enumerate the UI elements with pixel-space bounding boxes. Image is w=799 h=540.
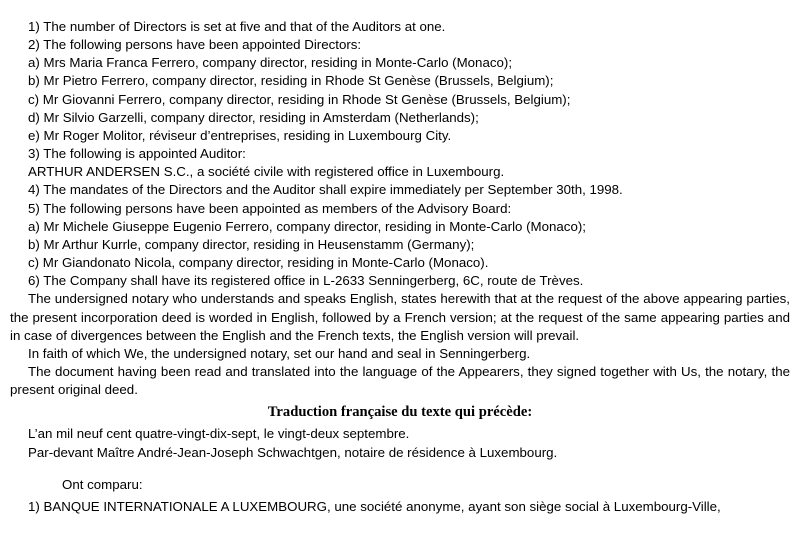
line-registered-office: 6) The Company shall have its registered office in L-2633 Senningerberg, 6C, route de Trèves. <box>28 273 584 289</box>
french-party-1: 1) BANQUE INTERNATIONALE A LUXEMBOURG, une société anonyme, ayant son siège social à Luxembourg-Ville, <box>28 498 721 514</box>
line-mandates: 4) The mandates of the Directors and the Auditor shall expire immediately per September 30th, 1998. <box>28 182 623 198</box>
line-director-c: c) Mr Giovanni Ferrero, company director, residing in Rhode St Genèse (Brussels, Belgium); <box>28 91 571 107</box>
line-auditor-heading: 3) The following is appointed Auditor: <box>28 146 246 162</box>
line-directors-count: 1) The number of Directors is set at five and that of the Auditors at one. <box>28 19 446 34</box>
line-director-b: b) Mr Pietro Ferrero, company director, residing in Rhode St Genèse (Brussels, Belgium); <box>28 73 554 89</box>
document-page <box>10 18 790 516</box>
ont-comparu: Ont comparu: <box>62 476 143 492</box>
line-director-e: e) Mr Roger Molitor, réviseur d’entreprises, residing in Luxembourg City. <box>28 127 452 143</box>
paragraph-language: The undersigned notary who understands and speaks English, states herewith that at the request of the above appearing parties, the present incorporation deed is worded in English, followed by a French version; at the request of the same appearing parties and in case of divergences between the English and the French texts, the English version will prevail. <box>10 291 790 343</box>
french-date: L’an mil neuf cent quatre-vingt-dix-sept, le vingt-deux septembre. <box>28 426 410 442</box>
paragraph-read: The document having been read and translated into the language of the Appearers, they signed together with Us, the notary, the present original deed. <box>10 363 790 398</box>
line-directors-appointed: 2) The following persons have been appointed Directors: <box>28 37 362 53</box>
french-notary: Par-devant Maître André-Jean-Joseph Schwachtgen, notaire de résidence à Luxembourg. <box>28 444 558 460</box>
line-advisory-b: b) Mr Arthur Kurrle, company director, residing in Heusenstamm (Germany); <box>28 236 475 252</box>
line-auditor: ARTHUR ANDERSEN S.C., a société civile with registered office in Luxembourg. <box>28 164 505 180</box>
line-advisory-c: c) Mr Giandonato Nicola, company director, residing in Monte-Carlo (Monaco). <box>28 255 489 271</box>
line-advisory-heading: 5) The following persons have been appointed as members of the Advisory Board: <box>28 200 512 216</box>
line-director-a: a) Mrs Maria Franca Ferrero, company director, residing in Monte-Carlo (Monaco); <box>28 55 513 71</box>
paragraph-faith: In faith of which We, the undersigned notary, set our hand and seal in Senningerberg. <box>28 345 531 361</box>
french-translation-heading: Traduction française du texte qui précède: <box>267 404 533 421</box>
line-advisory-a: a) Mr Michele Giuseppe Eugenio Ferrero, company director, residing in Monte-Carlo (Monaco); <box>28 218 586 234</box>
line-director-d: d) Mr Silvio Garzelli, company director, residing in Amsterdam (Netherlands); <box>28 109 479 125</box>
